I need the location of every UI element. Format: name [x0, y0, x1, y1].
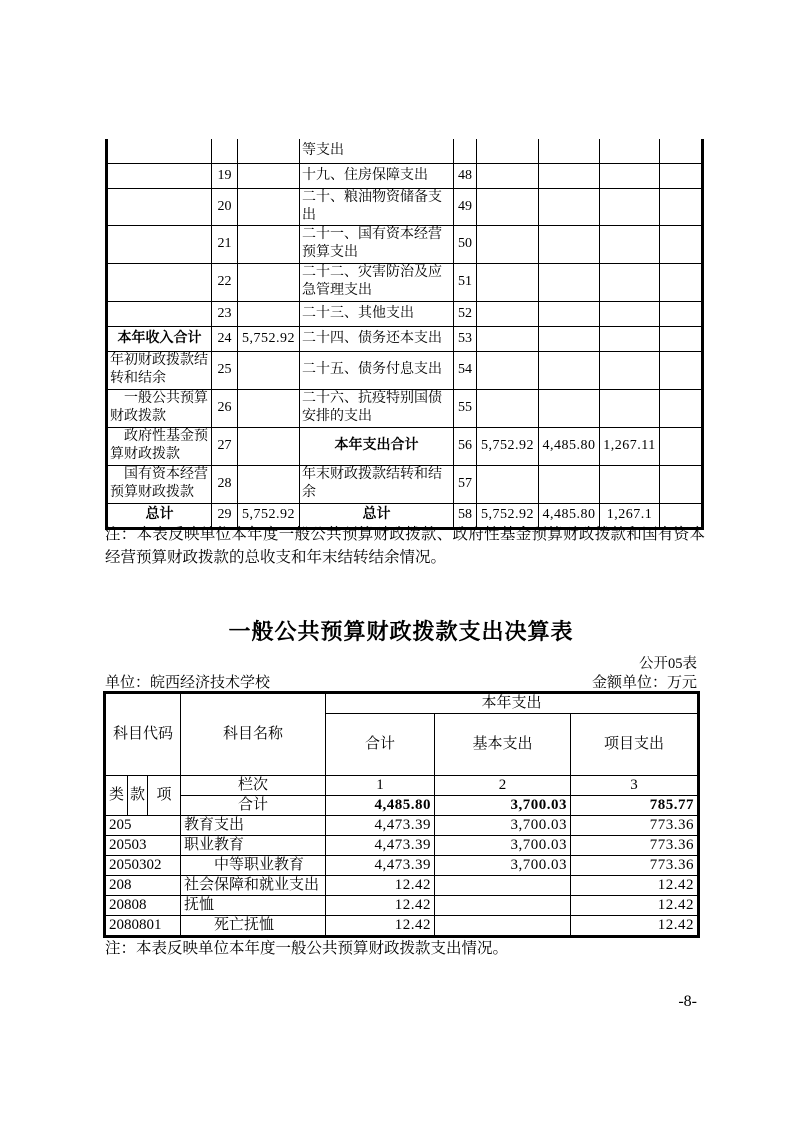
total-amount-cell: 4,473.39 [326, 856, 435, 876]
public-budget-expenditure-table [103, 691, 700, 938]
amount-cell [477, 351, 539, 389]
total-row-label: 合计 [181, 796, 326, 816]
income-amount-cell [238, 301, 300, 326]
basic-amount-cell [435, 876, 571, 896]
table-row [108, 389, 702, 427]
table2-meta-line [105, 671, 697, 692]
expenditure-name-cell: 二十一、国有资本经营预算支出 [300, 225, 454, 263]
project-amount-cell: 12.42 [571, 896, 698, 916]
income-rowno-cell: 29 [212, 503, 238, 527]
subject-name-cell: 死亡抚恤 [181, 916, 326, 936]
expenditure-name-cell: 等支出 [300, 139, 454, 163]
expenditure-rowno-cell: 54 [454, 351, 477, 389]
empty-cell [660, 326, 702, 351]
project-amount-cell: 12.42 [571, 916, 698, 936]
income-name-cell [108, 263, 212, 301]
basic-amount-cell [435, 896, 571, 916]
subject-code-cell: 20503 [106, 836, 181, 856]
total-amount-cell: 4,485.80 [326, 796, 435, 816]
empty-cell [660, 263, 702, 301]
amount-cell [600, 139, 660, 163]
amount-cell [477, 163, 539, 188]
subject-code-header: 科目代码 [106, 694, 181, 776]
table2-note: 注：本表反映单位本年度一般公共预算财政拨款支出情况。 [105, 940, 509, 957]
table-row [108, 351, 702, 389]
table2-form-number: 公开05表 [639, 656, 697, 672]
subject-code-cell: 208 [106, 876, 181, 896]
subject-name-cell: 职业教育 [181, 836, 326, 856]
table-row [106, 856, 698, 876]
table-row [108, 263, 702, 301]
category-header: 类 [106, 776, 128, 816]
income-name-cell [108, 163, 212, 188]
income-name-cell: 一般公共预算财政拨款 [108, 389, 212, 427]
amount-cell [477, 263, 539, 301]
amount-cell [539, 389, 600, 427]
income-name-cell: 国有资本经营预算财政拨款 [108, 465, 212, 503]
income-amount-cell [238, 263, 300, 301]
income-expenditure-summary-table [105, 139, 704, 530]
income-name-cell: 总计 [108, 503, 212, 527]
year-expenditure-header: 本年支出 [326, 694, 698, 714]
expenditure-name-cell: 十九、住房保障支出 [300, 163, 454, 188]
amount-cell [539, 301, 600, 326]
table-row [108, 139, 702, 163]
income-amount-cell [238, 139, 300, 163]
expenditure-name-cell: 二十四、债务还本支出 [300, 326, 454, 351]
column-index-2: 2 [435, 776, 571, 796]
column-index-3: 3 [571, 776, 698, 796]
empty-cell [660, 427, 702, 465]
table-row [106, 816, 698, 836]
amount-cell [539, 225, 600, 263]
amount-cell [477, 225, 539, 263]
expenditure-name-cell: 二十六、抗疫特别国债安排的支出 [300, 389, 454, 427]
column-index-1: 1 [326, 776, 435, 796]
subject-name-cell: 教育支出 [181, 816, 326, 836]
expenditure-rowno-cell [454, 139, 477, 163]
section-header: 款 [128, 776, 148, 816]
table-row [108, 163, 702, 188]
amount-cell [539, 263, 600, 301]
income-rowno-cell: 19 [212, 163, 238, 188]
expenditure-name-cell: 总计 [300, 503, 454, 527]
amount-cell [600, 225, 660, 263]
table-row [108, 427, 702, 465]
income-rowno-cell: 23 [212, 301, 238, 326]
project-amount-cell: 773.36 [571, 836, 698, 856]
income-name-cell [108, 225, 212, 263]
amount-cell [539, 139, 600, 163]
expenditure-rowno-cell: 58 [454, 503, 477, 527]
empty-cell [660, 163, 702, 188]
income-amount-cell [238, 163, 300, 188]
table-total-row [106, 796, 698, 816]
expenditure-rowno-cell: 52 [454, 301, 477, 326]
table-row [106, 836, 698, 856]
expenditure-name-cell: 二十三、其他支出 [300, 301, 454, 326]
income-amount-cell [238, 389, 300, 427]
amount-cell: 4,485.80 [539, 427, 600, 465]
total-amount-cell: 12.42 [326, 896, 435, 916]
total-amount-cell: 12.42 [326, 916, 435, 936]
table-header-row [106, 776, 698, 796]
income-rowno-cell [212, 139, 238, 163]
income-amount-cell [238, 188, 300, 225]
income-name-cell [108, 301, 212, 326]
expenditure-name-cell: 二十二、灾害防治及应急管理支出 [300, 263, 454, 301]
income-rowno-cell: 28 [212, 465, 238, 503]
income-rowno-cell: 24 [212, 326, 238, 351]
project-amount-cell: 12.42 [571, 876, 698, 896]
total-amount-cell: 12.42 [326, 876, 435, 896]
basic-amount-cell: 3,700.03 [435, 856, 571, 876]
project-amount-cell: 773.36 [571, 816, 698, 836]
expenditure-rowno-cell: 48 [454, 163, 477, 188]
empty-cell [660, 389, 702, 427]
amount-cell [477, 326, 539, 351]
table1-note: 注：本表反映单位本年度一般公共预算财政拨款、政府性基金预算财政拨款和国有资本经营预算财政拨款的总收支和年末结转结余情况。 [105, 526, 705, 566]
table-header-row [106, 694, 698, 714]
expenditure-rowno-cell: 51 [454, 263, 477, 301]
basic-amount-cell: 3,700.03 [435, 816, 571, 836]
income-name-cell [108, 139, 212, 163]
expenditure-name-cell: 年末财政拨款结转和结余 [300, 465, 454, 503]
expenditure-name-cell: 二十五、债务付息支出 [300, 351, 454, 389]
amount-cell [477, 389, 539, 427]
table-row [106, 896, 698, 916]
project-amount-cell: 773.36 [571, 856, 698, 876]
subject-code-cell: 2050302 [106, 856, 181, 876]
table-row [108, 225, 702, 263]
table2-unit-label: 单位：皖西经济技术学校 [105, 675, 271, 691]
subject-name-cell: 中等职业教育 [181, 856, 326, 876]
income-name-cell: 政府性基金预算财政拨款 [108, 427, 212, 465]
total-amount-cell: 4,473.39 [326, 836, 435, 856]
total-header: 合计 [326, 714, 435, 776]
expenditure-rowno-cell: 56 [454, 427, 477, 465]
amount-cell [600, 301, 660, 326]
income-amount-cell: 5,752.92 [238, 503, 300, 527]
amount-cell: 1,267.11 [600, 427, 660, 465]
table-row [106, 916, 698, 936]
amount-cell: 5,752.92 [477, 427, 539, 465]
expenditure-rowno-cell: 50 [454, 225, 477, 263]
empty-cell [660, 188, 702, 225]
expenditure-name-cell: 二十、粮油物资储备支出 [300, 188, 454, 225]
income-amount-cell [238, 225, 300, 263]
amount-cell [600, 465, 660, 503]
amount-cell [477, 188, 539, 225]
amount-cell [539, 351, 600, 389]
amount-cell [600, 163, 660, 188]
amount-cell [600, 389, 660, 427]
empty-cell [660, 139, 702, 163]
amount-cell [600, 326, 660, 351]
table2-title: 一般公共预算财政拨款支出决算表 [228, 619, 574, 644]
basic-amount-cell: 3,700.03 [435, 836, 571, 856]
empty-cell [660, 465, 702, 503]
total-amount-cell: 4,473.39 [326, 816, 435, 836]
amount-cell [600, 188, 660, 225]
expenditure-rowno-cell: 53 [454, 326, 477, 351]
amount-cell: 5,752.92 [477, 503, 539, 527]
income-name-cell: 年初财政拨款结转和结余 [108, 351, 212, 389]
basic-amount-cell: 3,700.03 [435, 796, 571, 816]
amount-cell: 1,267.1 [600, 503, 660, 527]
table-row [108, 188, 702, 225]
income-rowno-cell: 22 [212, 263, 238, 301]
amount-cell [539, 326, 600, 351]
income-rowno-cell: 25 [212, 351, 238, 389]
table-row [108, 465, 702, 503]
subject-code-cell: 2080801 [106, 916, 181, 936]
subject-name-cell: 社会保障和就业支出 [181, 876, 326, 896]
income-rowno-cell: 20 [212, 188, 238, 225]
subject-code-cell: 205 [106, 816, 181, 836]
income-amount-cell: 5,752.92 [238, 326, 300, 351]
expenditure-name-cell: 本年支出合计 [300, 427, 454, 465]
basic-amount-cell [435, 916, 571, 936]
table2-money-unit-label: 金额单位：万元 [591, 675, 697, 691]
income-amount-cell [238, 465, 300, 503]
amount-cell [477, 139, 539, 163]
amount-cell [477, 465, 539, 503]
income-amount-cell [238, 427, 300, 465]
expenditure-rowno-cell: 49 [454, 188, 477, 225]
column-index-label: 栏次 [181, 776, 326, 796]
project-expenditure-header: 项目支出 [571, 714, 698, 776]
basic-expenditure-header: 基本支出 [435, 714, 571, 776]
amount-cell: 4,485.80 [539, 503, 600, 527]
empty-cell [660, 225, 702, 263]
income-amount-cell [238, 351, 300, 389]
expenditure-rowno-cell: 57 [454, 465, 477, 503]
amount-cell [477, 301, 539, 326]
income-rowno-cell: 27 [212, 427, 238, 465]
income-name-cell [108, 188, 212, 225]
table-row [108, 326, 702, 351]
subject-name-cell: 抚恤 [181, 896, 326, 916]
amount-cell [600, 351, 660, 389]
amount-cell [539, 188, 600, 225]
item-header: 项 [148, 776, 181, 816]
subject-code-cell: 20808 [106, 896, 181, 916]
amount-cell [539, 465, 600, 503]
income-rowno-cell: 26 [212, 389, 238, 427]
table-row [106, 876, 698, 896]
project-amount-cell: 785.77 [571, 796, 698, 816]
expenditure-rowno-cell: 55 [454, 389, 477, 427]
page-number: -8- [678, 993, 697, 1010]
empty-cell [660, 351, 702, 389]
income-name-cell: 本年收入合计 [108, 326, 212, 351]
amount-cell [539, 163, 600, 188]
income-rowno-cell: 21 [212, 225, 238, 263]
empty-cell [660, 301, 702, 326]
amount-cell [600, 263, 660, 301]
table-row [108, 301, 702, 326]
subject-name-header: 科目名称 [181, 694, 326, 776]
